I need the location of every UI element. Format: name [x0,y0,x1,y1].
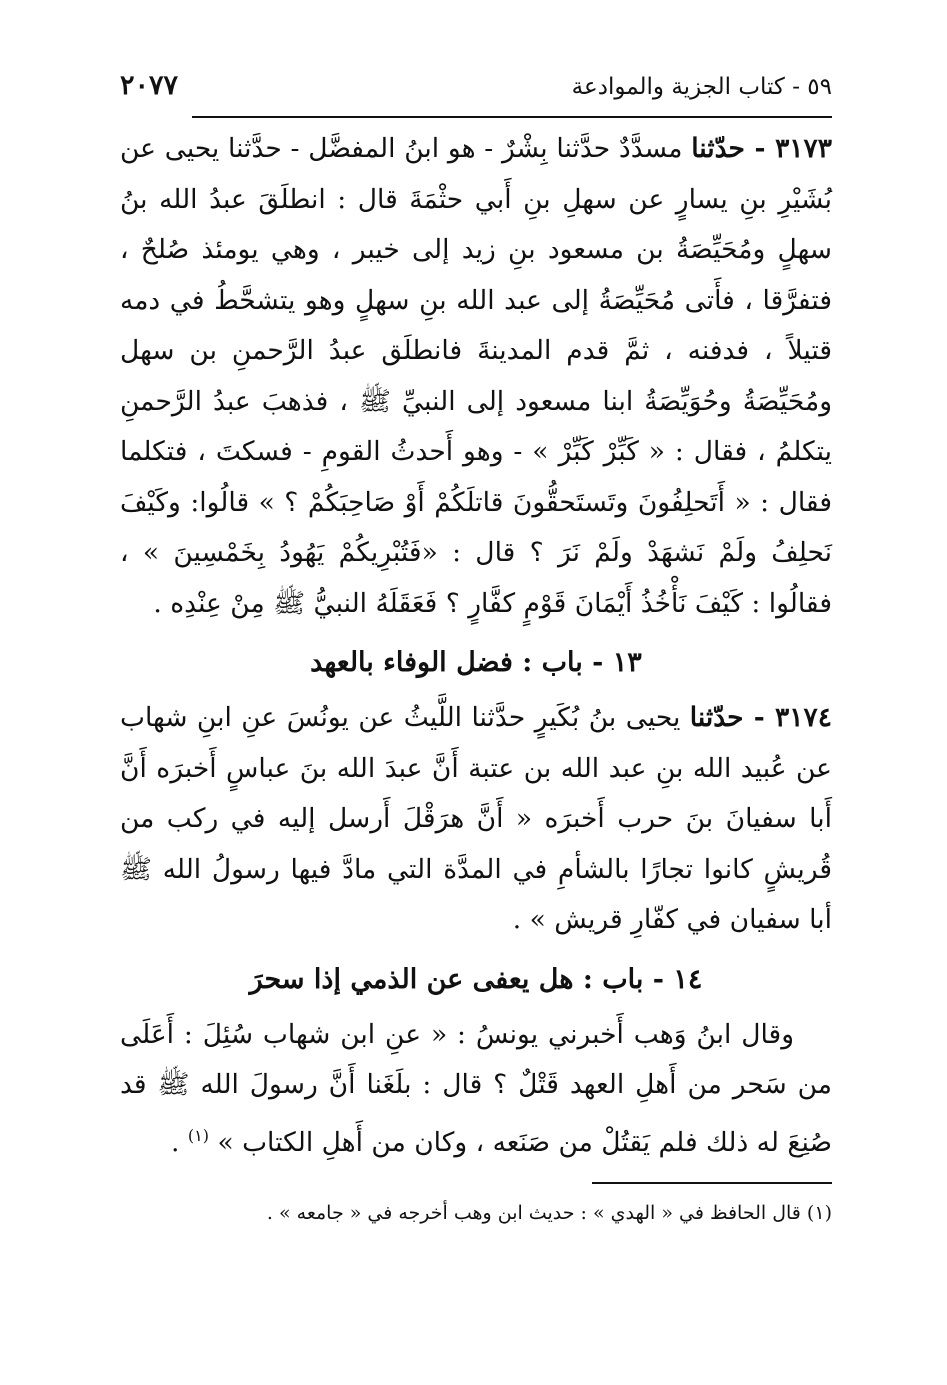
footnote-rule [592,1182,832,1184]
section-14-end-mark: . [171,1126,180,1158]
book-page [120,70,832,1228]
page-number: ٢٠٧٧ [120,70,179,101]
header-rule [192,116,832,118]
footnote-marker: (١) [187,1125,210,1145]
section-14-text: وقال ابنُ وَهب أَخبرني يونسُ : « عنِ ابن شهاب سُئِلَ : أَعَلَى من سَحر من أَهلِ العهد قَتْلٌ ؟ قال : بلَغَنا أَنَّ رسولَ الله ﷺ قد صُنِعَ له ذلك فلم يَقتُلْ من صَنَعه ، وكان من أَهلِ الكتاب » [120,1018,832,1158]
section-14-paragraph [120,1010,832,1168]
chapter-heading-13: ١٣ - باب : فضل الوفاء بالعهد [310,647,642,678]
hadith-3174 [120,693,832,946]
hadith-3174-number: ٣١٧٤ - حدّثنا [689,702,832,733]
hadith-3173-text: مسدَّدٌ حدَّثنا بِشْرٌ - هو ابنُ المفضَّل - حدَّثنا يحيى عن بُشَيْرِ بنِ يسارٍ عن سهلِ بنِ أَبي حثْمَةَ قال : انطلَقَ عبدُ الله بنُ سهلٍ ومُحَيِّصَةُ بن مسعود بنِ زيد إلى خيبر ، وهي يومئذ صُلحٌ ، فتفرَّقا ، فأَتى مُحَيِّصَةُ إلى عبد الله بنِ سهلٍ وهو يتشحَّطُ في دمه قتيلاً ، فدفنه ، ثمَّ قدم المدينةَ فانطلَق عبدُ الرَّحمنِ بن سهل ومُحَيِّصَةُ وحُوَيِّصَةُ ابنا مسعود إلى النبيِّ ﷺ ، فذهبَ عبدُ الرَّحمنِ يتكلمُ ، فقال : « كَبِّرْ كَبِّرْ » - وهو أَحدثُ القومِ - فسكتَ ، فتكلما فقال : « أَتَحلِفُونَ وتَستَحقُّونَ قاتلَكُمْ أَوْ صَاحِبَكُمْ ؟ » قالُوا: وكَيْفَ نَحلِفُ ولَمْ نَشهَدْ ولَمْ نَرَ ؟ قال : «فَتُبْرِيكُمْ يَهُودُ بِخَمْسِينَ » ، فقالُوا : كَيْفَ نَأْخُذُ أَيْمَانَ قَوْمٍ كفَّارٍ ؟ فَعَقَلَهُ النبيُّ ﷺ مِنْ عِنْدِه . [120,133,832,619]
hadith-3173 [120,124,832,629]
hadith-3173-number: ٣١٧٣ - حدّثنا [691,133,832,164]
chapter-title: ٥٩ - كتاب الجزية والموادعة [571,74,832,100]
hadith-3174-text: يحيى بنُ بُكَيرٍ حدَّثنا اللَّيثُ عن يونُسَ عنِ ابنِ شهاب عن عُبيد الله بنِ عبد الله بن عتبة أَنَّ عبدَ الله بنَ عباسٍ أَخبرَه أَنَّ أَبا سفيانَ بنَ حرب أَخبرَه « أَنَّ هرَقْلَ أَرسل إليه في ركب من قُريشٍ كانوا تجارًا بالشأمِ في المدَّة التي مادَّ فيها رسولُ الله ﷺ أبا سفيان في كفّارِ قريش » . [120,702,832,935]
footnote-text: (١) قال الحافظ في « الهدي » : حديث ابن وهب أخرجه في « جامعه » . [266,1201,832,1224]
running-header [120,70,832,114]
chapter-heading-14: ١٤ - باب : هل يعفى عن الذمي إذا سحرَ [249,963,703,995]
